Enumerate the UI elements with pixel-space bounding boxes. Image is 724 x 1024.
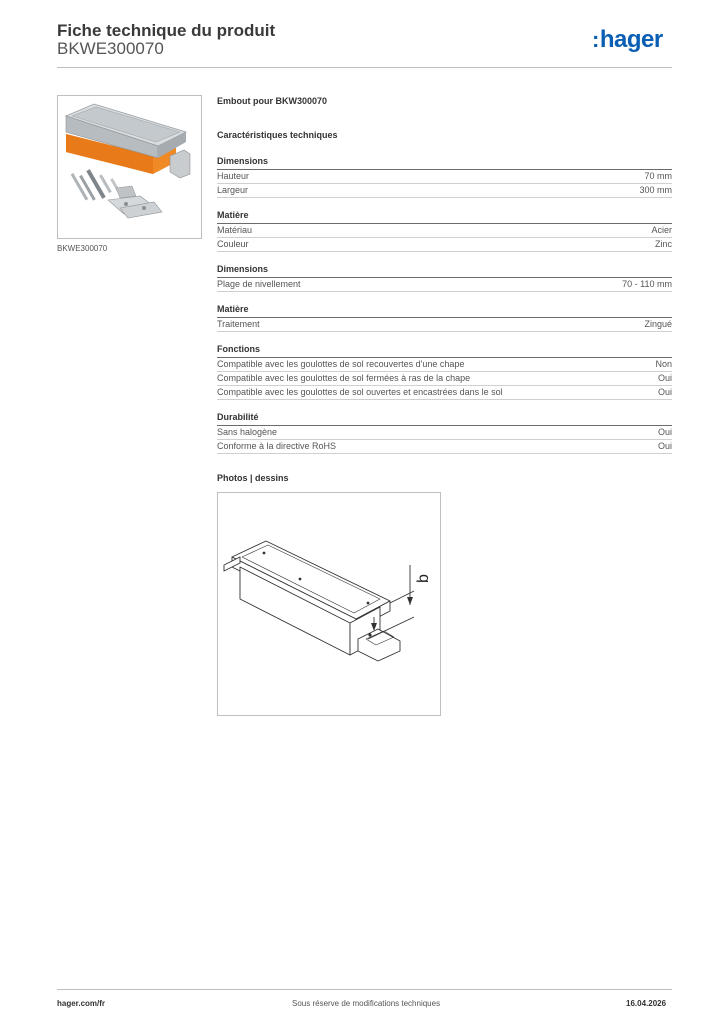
footer-divider <box>57 989 672 990</box>
spec-label: Compatible avec les goulottes de sol recouvertes d'une chape <box>217 359 465 369</box>
spec-label: Matériau <box>217 225 253 235</box>
product-photo-illustration <box>58 96 201 238</box>
thumbnail-caption: BKWE300070 <box>57 244 108 253</box>
header-divider <box>57 67 672 68</box>
section-heading: Matière <box>217 210 672 224</box>
spec-label: Couleur <box>217 239 249 249</box>
spec-label: Hauteur <box>217 171 250 181</box>
spec-value: Zingué <box>644 319 672 329</box>
spec-row <box>217 358 672 372</box>
section-heading: Dimensions <box>217 264 672 278</box>
spec-value: 300 mm <box>639 185 672 195</box>
spec-row <box>217 426 672 440</box>
spec-value: Zinc <box>654 239 672 249</box>
footer-website-link[interactable]: hager.com/fr <box>57 999 106 1008</box>
floor-duct-drawing <box>218 493 440 715</box>
spec-row <box>217 170 672 184</box>
spec-label: Traitement <box>217 319 260 329</box>
specs-title: Caractéristiques techniques <box>217 130 338 140</box>
spec-value: Oui <box>657 373 672 383</box>
spec-value: Oui <box>657 441 672 451</box>
footer-notice: Sous réserve de modifications techniques <box>292 999 441 1008</box>
product-title: Embout pour BKW300070 <box>217 96 328 106</box>
spec-label: Largeur <box>217 185 249 195</box>
section-heading: Dimensions <box>217 156 672 170</box>
product-reference: BKWE300070 <box>57 39 164 58</box>
spec-section-durability <box>217 412 672 454</box>
spec-label: Compatible avec les goulottes de sol ouvertes et encastrées dans le sol <box>217 387 503 397</box>
spec-label: Sans halogène <box>217 427 278 437</box>
technical-drawing <box>217 492 441 716</box>
logo-text: hager <box>599 26 663 53</box>
spec-value: 70 mm <box>644 171 672 181</box>
hager-logo <box>592 26 663 54</box>
spec-value: 70 - 110 mm <box>622 279 672 289</box>
spec-row <box>217 372 672 386</box>
spec-row <box>217 318 672 332</box>
photos-heading: Photos | dessins <box>217 473 289 483</box>
spec-row <box>217 184 672 198</box>
spec-section-leveling <box>217 264 672 292</box>
spec-value: Non <box>655 359 672 369</box>
spec-label: Conforme à la directive RoHS <box>217 441 337 451</box>
spec-section-functions <box>217 344 672 400</box>
spec-value: Oui <box>657 387 672 397</box>
spec-value: Acier <box>651 225 672 235</box>
product-details <box>217 96 672 485</box>
dimension-label: b <box>415 574 432 583</box>
spec-row <box>217 386 672 400</box>
logo-colon: : <box>592 27 599 52</box>
spec-label: Compatible avec les goulottes de sol fermées à ras de la chape <box>217 373 471 383</box>
footer-date: 16.04.2026 <box>626 999 667 1008</box>
section-heading: Matière <box>217 304 672 318</box>
section-heading: Fonctions <box>217 344 672 358</box>
spec-row <box>217 440 672 454</box>
spec-value: Oui <box>657 427 672 437</box>
product-thumbnail <box>57 95 202 239</box>
spec-section-treatment <box>217 304 672 332</box>
document-title: Fiche technique du produit <box>57 21 276 40</box>
spec-label: Plage de nivellement <box>217 279 301 289</box>
section-heading: Durabilité <box>217 412 672 426</box>
spec-section-material <box>217 210 672 252</box>
spec-row <box>217 224 672 238</box>
spec-row <box>217 278 672 292</box>
spec-row <box>217 238 672 252</box>
spec-section-dimensions <box>217 156 672 198</box>
